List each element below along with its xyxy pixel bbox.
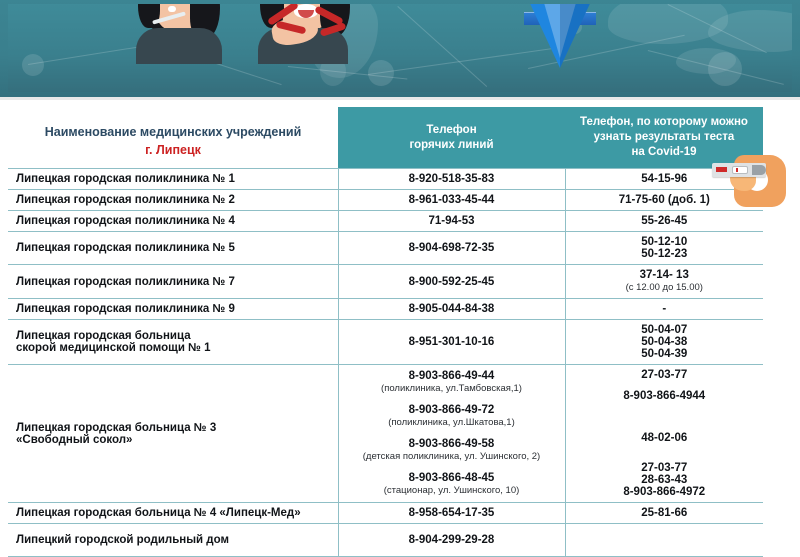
hotline-number: 8-903-866-48-45 (408, 472, 495, 484)
cell-hotline: 8-904-299-29-28 (338, 524, 565, 557)
covid-phone-note: (с 12.00 до 15.00) (625, 282, 703, 293)
cell-institution-name: Липецкая городская больница № 4 «Липецк-Мед» (8, 503, 338, 524)
hotline-note: (стационар, ул. Ушинского, 10) (383, 485, 520, 496)
header-hotline-line1: Телефон (426, 123, 477, 136)
institution-name-line: «Свободный сокол» (16, 433, 133, 446)
hotline-number: 8-903-866-49-72 (408, 404, 495, 416)
cell-institution-name: Липецкая городская поликлиника № 9 (8, 299, 338, 320)
cell-hotline (338, 365, 565, 503)
header-covid-line2: узнать результаты теста (593, 131, 735, 143)
table-row (8, 190, 763, 211)
cell-institution-name: Липецкая городская поликлиника № 7 (8, 265, 338, 299)
column-header-covid-results (565, 107, 763, 169)
covid-phone-line: 50-04-39 (641, 348, 688, 360)
institution-name-line: Липецкая городская больница (16, 330, 191, 342)
covid-phone-line: 50-12-23 (641, 248, 688, 260)
table-row (8, 265, 763, 299)
institution-name-line: скорой медицинской помощи № 1 (16, 342, 211, 354)
cell-hotline: 8-920-518-35-83 (338, 169, 565, 190)
covid-phone-line: 27-03-77 (641, 369, 688, 381)
cell-covid-phone (565, 365, 763, 503)
table-row (8, 503, 763, 524)
header-name-line1: Наименование медицинских учреждений (44, 124, 302, 139)
cell-institution-name: Липецкий городской родильный дом (8, 524, 338, 557)
cell-hotline: 8-900-592-25-45 (338, 265, 565, 299)
header-city: г. Липецк (145, 142, 201, 157)
column-header-hotline (338, 107, 565, 169)
table-row (8, 320, 763, 365)
hotline-note: (детская поликлиника, ул. Ушинского, 2) (362, 451, 541, 462)
cell-covid-phone (565, 265, 763, 299)
cell-covid-phone: 55-26-45 (565, 211, 763, 232)
cell-institution-name: Липецкая городская поликлиника № 2 (8, 190, 338, 211)
cell-covid-phone (565, 232, 763, 265)
table-row (8, 299, 763, 320)
header-hotline-line2: горячих линий (409, 138, 494, 151)
covid-phone-line: 50-12-10 (641, 236, 688, 248)
table-row (8, 524, 763, 557)
institution-name-line: Липецкая городская больница № 3 (16, 421, 217, 434)
cell-institution-name (8, 365, 338, 503)
cell-institution-name (8, 320, 338, 365)
cell-hotline: 8-958-654-17-35 (338, 503, 565, 524)
table-row (8, 232, 763, 265)
hotline-number: 8-903-866-49-44 (408, 370, 495, 382)
covid-phone-line: 50-04-07 (641, 324, 688, 336)
cell-covid-phone: 25-81-66 (565, 503, 763, 524)
cell-hotline: 8-961-033-45-44 (338, 190, 565, 211)
medical-institutions-table (8, 107, 763, 557)
table-row (8, 211, 763, 232)
cell-hotline: 71-94-53 (338, 211, 565, 232)
cell-hotline: 8-905-044-84-38 (338, 299, 565, 320)
hotline-note: (поликлиника, ул.Тамбовская,1) (381, 383, 522, 394)
covid-phone-line: 48-02-06 (641, 432, 688, 444)
cell-covid-phone: 71-75-60 (доб. 1) (565, 190, 763, 211)
cell-institution-name: Липецкая городская поликлиника № 5 (8, 232, 338, 265)
covid-phone-line: 28-63-43 (641, 474, 688, 486)
covid-phone-line: 8-903-866-4944 (623, 390, 706, 402)
covid-phone-line: 37-14- 13 (639, 269, 689, 281)
header-covid-line1: Телефон, по которому можно (580, 116, 748, 128)
covid-phone-line: 50-04-38 (641, 336, 688, 348)
cell-institution-name: Липецкая городская поликлиника № 4 (8, 211, 338, 232)
table-row (8, 365, 763, 503)
header-covid-line3: на Covid-19 (631, 146, 697, 158)
cell-covid-phone: 54-15-96 (565, 169, 763, 190)
cell-hotline: 8-904-698-72-35 (338, 232, 565, 265)
table-row (8, 169, 763, 190)
contacts-table-area (0, 103, 800, 546)
cell-institution-name: Липецкая городская поликлиника № 1 (8, 169, 338, 190)
covid-phone-line: 8-903-866-4972 (623, 486, 706, 498)
covid-phone-line: 27-03-77 (641, 462, 688, 474)
cell-covid-phone (565, 524, 763, 557)
hotline-note: (поликлиника, ул.Шкатова,1) (388, 417, 515, 428)
banner-frame (0, 0, 800, 100)
top-banner (0, 0, 800, 100)
cell-covid-phone (565, 320, 763, 365)
cell-hotline: 8-951-301-10-16 (338, 320, 565, 365)
cell-covid-phone: - (565, 299, 763, 320)
table-body (8, 169, 763, 557)
column-header-institution-name (8, 107, 338, 169)
hotline-number: 8-903-866-49-58 (408, 438, 495, 450)
table-header (8, 107, 763, 169)
